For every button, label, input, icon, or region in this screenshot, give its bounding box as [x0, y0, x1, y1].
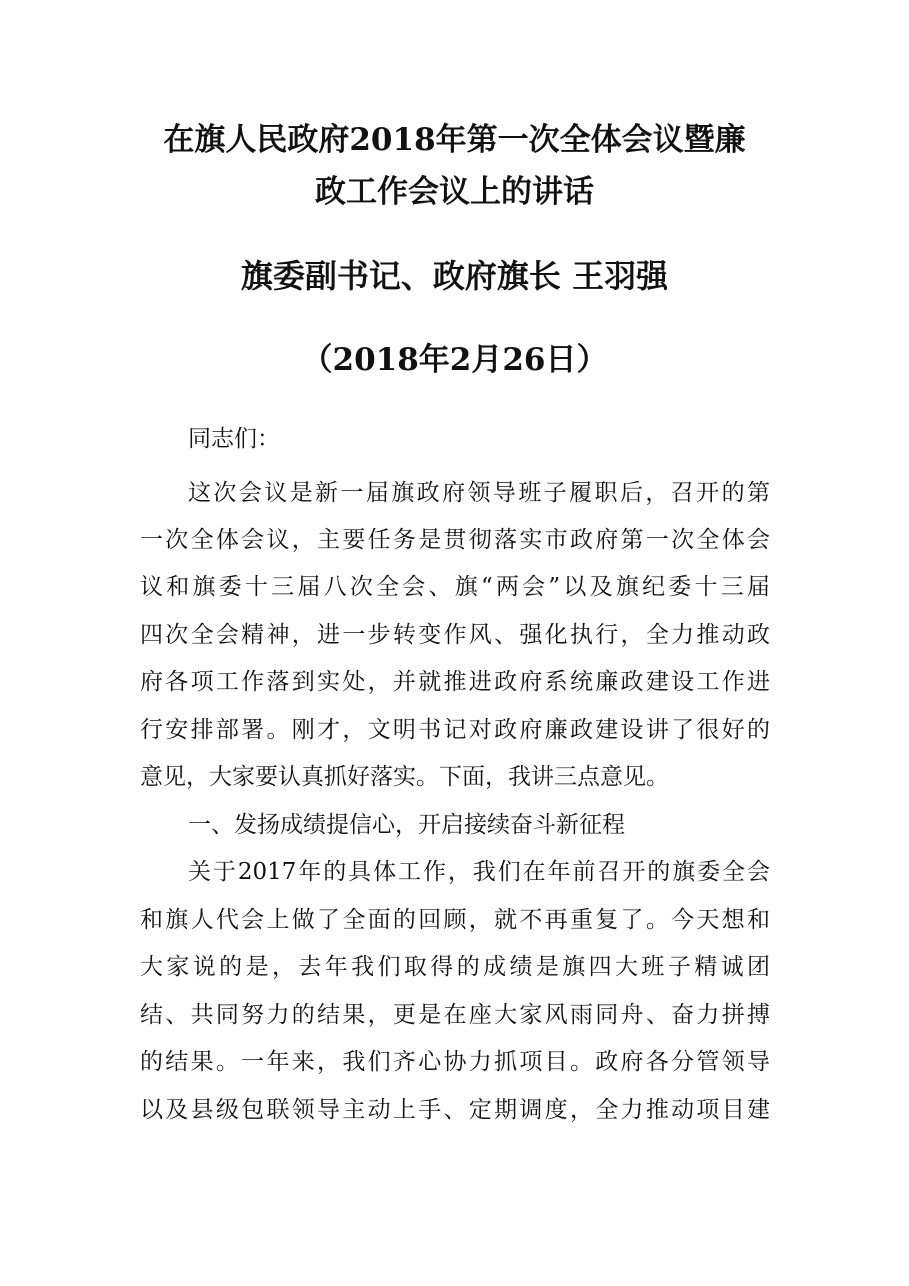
- body-line: 行安排部署。刚才，文明书记对政府廉政建设讲了很好的: [140, 717, 770, 743]
- body-line: 意见，大家要认真抓好落实。下面，我讲三点意见。: [140, 764, 669, 790]
- body-line: 一次全体会议，主要任务是贯彻落实市政府第一次全体会: [140, 527, 770, 553]
- body-line: 以及县级包联领导主动上手、定期调度，全力推动项目建: [140, 1097, 770, 1123]
- body-line: 的结果。一年来，我们齐心协力抓项目。政府各分管领导: [140, 1049, 770, 1075]
- section-heading: 一、发扬成绩提信心，开启接续奋斗新征程: [188, 812, 625, 838]
- body-line: 府各项工作落到实处，并就推进政府系统廉政建设工作进: [140, 669, 770, 695]
- body-line: 议和旗委十三届八次全会、旗“两会”以及旗纪委十三届: [140, 574, 770, 600]
- body-line: 结、共同努力的结果，更是在座大家风雨同舟、奋力拼搏: [140, 1002, 770, 1028]
- speech-date: （2018年2月26日）: [301, 342, 608, 378]
- body-line: 关于2017年的具体工作，我们在年前召开的旗委全会: [188, 859, 770, 885]
- salutation: 同志们：: [188, 426, 280, 452]
- body-line: 四次全会精神，进一步转变作风、强化执行，全力推动政: [140, 622, 770, 648]
- speaker-line: 旗委副书记、政府旗长 王羽强: [240, 257, 669, 295]
- body-line: 这次会议是新一届旗政府领导班子履职后，召开的第: [188, 480, 770, 506]
- body-line: 大家说的是，去年我们取得的成绩是旗四大班子精诚团: [140, 954, 770, 980]
- document-title-line-2: 政工作会议上的讲话: [315, 174, 594, 210]
- body-line: 和旗人代会上做了全面的回顾，就不再重复了。今天想和: [140, 907, 770, 933]
- document-title-line-1: 在旗人民政府2018年第一次全体会议暨廉: [163, 122, 746, 158]
